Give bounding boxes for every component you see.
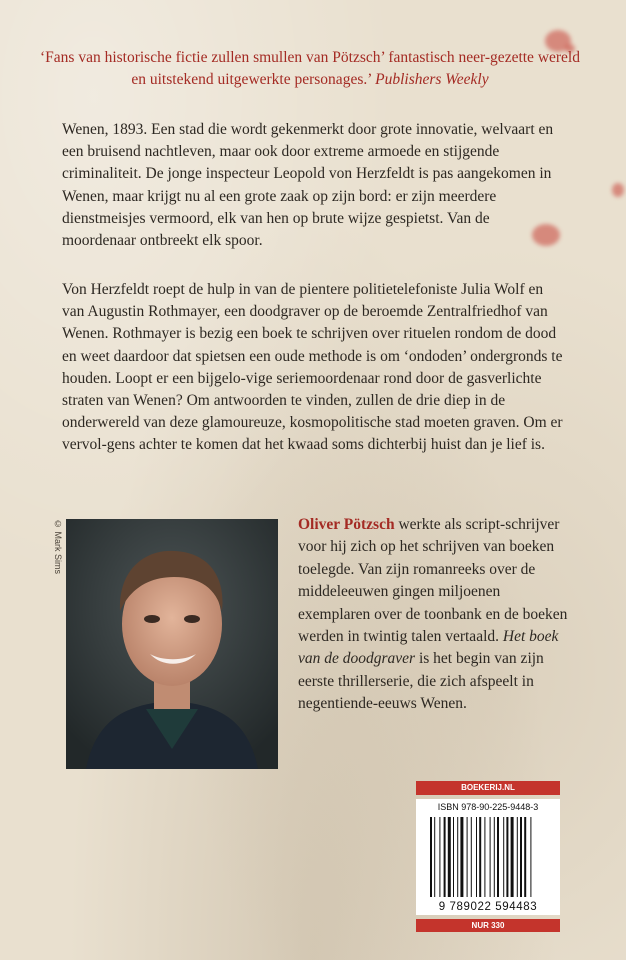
barcode-bar xyxy=(448,817,451,897)
barcode-bars xyxy=(430,817,546,897)
barcode-bar xyxy=(506,817,508,897)
barcode-bar xyxy=(479,817,481,897)
barcode-bar xyxy=(530,817,531,897)
photo-credit: © Mark Sims xyxy=(53,519,63,574)
barcode-bar xyxy=(497,817,499,897)
barcode-bar xyxy=(453,817,454,897)
barcode-bar xyxy=(460,817,463,897)
barcode-bar xyxy=(490,817,491,897)
author-bio xyxy=(298,514,568,716)
barcode-bar xyxy=(494,817,495,897)
barcode-bar xyxy=(520,817,522,897)
isbn-text: ISBN 978-90-225-9448-3 xyxy=(437,802,539,812)
author-portrait-illustration xyxy=(66,519,278,769)
barcode-bar xyxy=(434,817,435,897)
barcode-bar xyxy=(503,817,504,897)
barcode-bar xyxy=(476,817,477,897)
synopsis-paragraph-2: Von Herzfeldt roept de hulp in van de pientere politietelefoniste Julia Wolf en van Augustin Rothmayer, een doodgraver op de beroemde Zentralfriedhof van Wenen. Rothmayer is bezig een boek te schrijven over rituelen rondom de dood en weet daardoor dat spietsen een oude methode is om ‘ondoden’ ondergronds te houden. Loopt er een bijgelo-vige seriemoordenaar rond door de gasverlichte straten van Wenen? Om antwoorden te vinden, zullen de drie diep in de onderwereld van deze glamoureuze, kosmopolitische stad moeten graven. Om er vervol-gens achter te komen dat het kwaad soms dichterbij huist dan je lief is. xyxy=(62,281,563,454)
bio-text-part-1: werkte als script-schrijver voor hij zich op het schrijven van boeken toelegde. Van zijn romanreeks over de middeleeuwen gingen miljoenen exemplaren over de toonbank en de boeken werden in twintig talen vertaald. xyxy=(298,516,568,646)
barcode-bar xyxy=(484,817,485,897)
barcode-bar xyxy=(467,817,468,897)
barcode-bar xyxy=(430,817,432,897)
quote-text: ‘Fans van historische fictie zullen smullen van Pötzsch’ fantastisch neer-gezette wereld en uitstekend uitgewerkte personages.’ xyxy=(40,49,580,88)
nur-label: NUR 330 xyxy=(416,919,560,932)
blood-stain xyxy=(612,183,624,197)
ean-number: 9 789022 594483 xyxy=(438,901,538,913)
barcode-bar xyxy=(471,817,472,897)
barcode-bar xyxy=(444,817,446,897)
author-photo xyxy=(66,519,278,769)
author-name: Oliver Pötzsch xyxy=(298,516,395,533)
barcode-bar xyxy=(517,817,518,897)
book-title: Het boek van de doodgraver xyxy=(298,628,559,668)
quote-source: Publishers Weekly xyxy=(375,71,489,88)
bio-text-part-2: is het begin van zijn eerste thrillerserie, die zich afspeelt in negentiende-eeuws Wenen. xyxy=(298,650,544,713)
synopsis-paragraph-1: Wenen, 1893. Een stad die wordt gekenmerkt door grote innovatie, welvaart en een bruisend nachtleven, maar ook door extreme armoede en stijgende criminaliteit. De jonge inspecteur Leopold von Herzfeldt is pas aangekomen in Wenen, maar krijgt nu al een grote zaak op zijn bord: er zijn meerdere dienstmeisjes vermoord, elk van hen op brute wijze gespietst. Van de moordenaar ontbreekt elk spoor. xyxy=(62,121,554,250)
barcode-panel xyxy=(416,799,560,915)
publisher-label: BOEKERIJ.NL xyxy=(416,781,560,795)
barcode-bar xyxy=(457,817,458,897)
barcode-block xyxy=(416,781,560,932)
review-quote xyxy=(40,47,580,91)
barcode-bar xyxy=(524,817,526,897)
barcode-bar xyxy=(511,817,514,897)
barcode-bar xyxy=(439,817,440,897)
